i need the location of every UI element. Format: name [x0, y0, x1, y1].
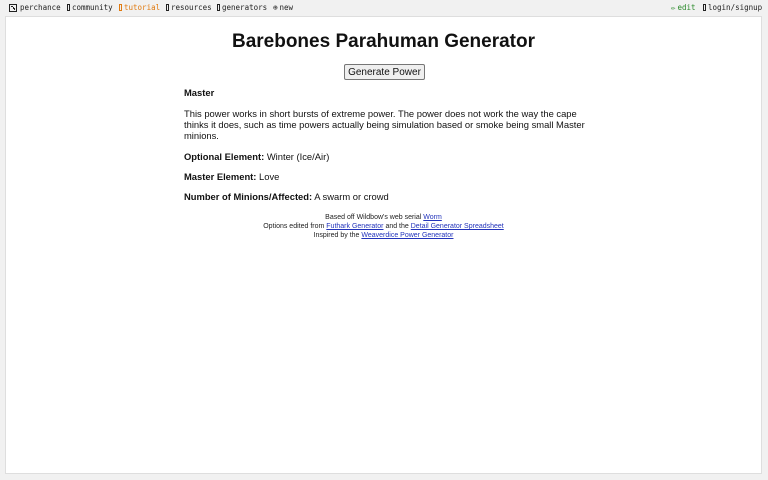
tutorial-icon: [119, 4, 122, 11]
nav-tutorial-label: tutorial: [124, 3, 161, 12]
edit-label: edit: [677, 3, 696, 12]
nav-tutorial[interactable]: [119, 3, 160, 12]
credits-line-2-mid: and the: [385, 223, 409, 231]
nav-generators[interactable]: [217, 3, 267, 12]
credits-line-3: [6, 231, 761, 240]
power-name: Master: [184, 87, 215, 98]
optional-element-value: Winter (Ice/Air): [266, 151, 330, 162]
login-signup-link[interactable]: [703, 3, 762, 12]
master-element-row: [184, 171, 589, 182]
master-element-label: Master Element:: [184, 171, 257, 182]
power-description: This power works in short bursts of extreme power. The power does not work the way the cape thinks it does, such as time powers actually being simulation based or smoke being small Master minions.: [184, 108, 585, 141]
generate-power-button[interactable]: Generate Power: [344, 64, 425, 80]
nav-generators-label: generators: [222, 3, 268, 12]
nav-new[interactable]: [273, 3, 293, 12]
credits-line-3-text: Inspired by the: [313, 232, 360, 240]
generator-page: [5, 16, 762, 474]
detail-generator-spreadsheet-link[interactable]: Detail Generator Spreadsheet: [410, 223, 504, 231]
nav-perchance[interactable]: [9, 3, 61, 12]
futhark-generator-link[interactable]: Futhark Generator: [326, 223, 384, 231]
optional-element-row: [184, 151, 589, 162]
top-nav-bar: [0, 0, 768, 16]
worm-link[interactable]: Worm: [423, 214, 442, 221]
credits-footer: [6, 213, 761, 241]
pencil-icon: ✏: [671, 2, 676, 12]
plus-circle-icon: ⊕: [273, 2, 278, 12]
power-output: [184, 87, 589, 211]
optional-element-label: Optional Element:: [184, 151, 265, 162]
generators-icon: [217, 4, 220, 11]
community-icon: [67, 4, 70, 11]
minions-affected-label: Number of Minions/Affected:: [184, 191, 313, 202]
credits-line-1: [6, 213, 761, 222]
nav-community-label: community: [72, 3, 113, 12]
nav-resources-label: resources: [171, 3, 212, 12]
credits-line-1-text: Based off Wildbow's web serial: [325, 214, 422, 221]
login-icon: [703, 4, 706, 11]
login-signup-label: login/signup: [708, 3, 763, 12]
credits-line-2-text: Options edited from: [263, 223, 325, 231]
nav-resources[interactable]: [166, 3, 212, 12]
dice-icon: [9, 4, 17, 12]
nav-perchance-label: perchance: [20, 3, 61, 12]
nav-community[interactable]: [67, 3, 113, 12]
page-title: Barebones Parahuman Generator: [231, 31, 536, 52]
minions-affected-value: A swarm or crowd: [314, 191, 389, 202]
master-element-value: Love: [259, 171, 280, 182]
credits-line-2: [6, 222, 761, 231]
resources-icon: [166, 4, 169, 11]
edit-link[interactable]: [671, 3, 696, 12]
weaverdice-power-generator-link[interactable]: Weaverdice Power Generator: [361, 232, 454, 240]
nav-new-label: new: [279, 3, 294, 12]
minions-affected-row: [184, 191, 589, 202]
